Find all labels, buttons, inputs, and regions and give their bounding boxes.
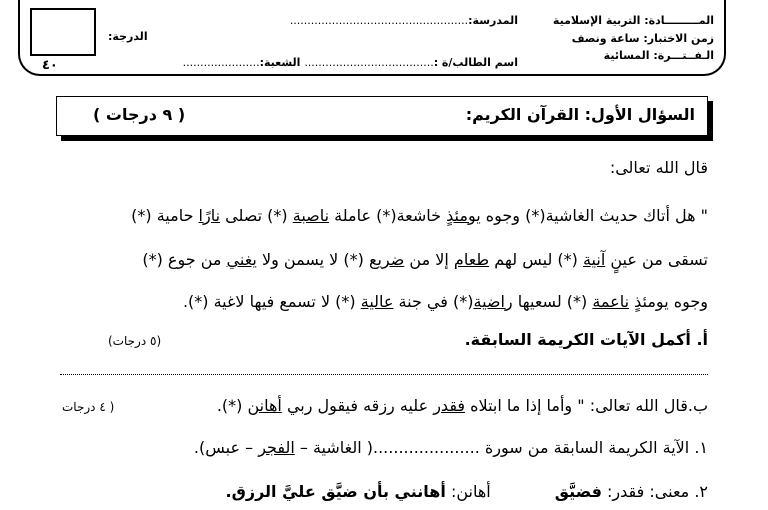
underlined-word: يغني bbox=[226, 250, 257, 269]
item-1 bbox=[194, 438, 708, 457]
answer-text: فضيَّق bbox=[554, 482, 602, 501]
item-text: ٢. معنى: فقدر: bbox=[601, 482, 708, 501]
part-b-line bbox=[217, 396, 708, 415]
exam-header bbox=[18, 0, 726, 76]
verse-text: (*) لا تسمع فيها لاغية (*). bbox=[182, 292, 361, 311]
item-text: أهانن: bbox=[445, 482, 491, 501]
student-label: اسم الطالب/ة : bbox=[433, 56, 518, 69]
verse-intro: قال الله تعالى: bbox=[609, 158, 708, 177]
dotted-separator bbox=[60, 374, 708, 375]
item-text: – عبس). bbox=[193, 438, 259, 457]
underlined-word: أهانن bbox=[247, 396, 282, 415]
underlined-word: طعام bbox=[453, 250, 490, 269]
question-title: السؤال الأول: القرآن الكريم: bbox=[465, 105, 695, 124]
underlined-word: فقدر bbox=[433, 396, 466, 415]
verse-text: (*). bbox=[216, 396, 248, 415]
underlined-word: نارًا bbox=[198, 206, 221, 225]
question-title-box bbox=[56, 96, 708, 136]
underlined-word: ضريع bbox=[368, 250, 405, 269]
verse-line-1 bbox=[131, 206, 708, 225]
section-label: الشعبة: bbox=[259, 56, 301, 69]
duration-label: زمن الاختبار: ساعة ونصف bbox=[571, 32, 714, 45]
period-label: الـفــتـــرة: المسائية bbox=[603, 49, 714, 62]
verse-text: (*) في جنة bbox=[393, 292, 474, 311]
verse-text: " هل أتاك حديث الغاشية(*) وجوه bbox=[480, 206, 708, 225]
school-label: المدرسة: bbox=[468, 14, 518, 27]
student-name-field bbox=[183, 56, 518, 69]
subject-label: المـــــــــادة: التربية الإسلامية bbox=[552, 14, 714, 27]
item-text: ١. الآية الكريمة السابقة من سورة .....................( الغاشية – bbox=[294, 438, 708, 457]
grade-label: الدرجة: bbox=[108, 30, 148, 43]
verse-text: (*) لا يسمن ولا bbox=[256, 250, 369, 269]
verse-text: عليه رزقه فيقول ربي bbox=[281, 396, 434, 415]
school-dots: ................................................... bbox=[289, 14, 469, 27]
answer-text: أهانني بأن ضيَّق عليَّ الرزق. bbox=[225, 482, 446, 501]
score-box bbox=[30, 8, 96, 56]
underlined-word: راضية bbox=[473, 292, 513, 311]
verse-text: ب.قال الله تعالى: " وأما إذا ما ابتلاه bbox=[465, 396, 708, 415]
verse-text: حامية (*) bbox=[131, 206, 199, 225]
verse-text: وجوه يومئذٍ bbox=[629, 292, 708, 311]
verse-line-2 bbox=[142, 250, 708, 269]
underlined-word: عالية bbox=[360, 292, 394, 311]
item-2 bbox=[226, 482, 709, 501]
question-marks: ( ٩ درجات ) bbox=[93, 105, 186, 124]
section-dots: ...................... bbox=[182, 56, 260, 69]
underlined-word: آنية bbox=[582, 250, 606, 269]
underlined-word: ناعمة bbox=[592, 292, 630, 311]
part-a-text: أ. أكمل الآيات الكريمة السابقة. bbox=[464, 330, 708, 349]
verse-text: من جوع (*) bbox=[142, 250, 227, 269]
student-dots: ..................................... bbox=[304, 56, 434, 69]
score-total: ٤٠ bbox=[42, 58, 58, 73]
school-field bbox=[290, 14, 518, 27]
underlined-word: يومئذٍ bbox=[446, 206, 481, 225]
verse-text: (*) تصلى bbox=[220, 206, 293, 225]
verse-text: خاشعة(*) عاملة bbox=[329, 206, 447, 225]
underlined-word: ناصبة bbox=[292, 206, 330, 225]
verse-text: (*) لسعيها bbox=[512, 292, 593, 311]
part-b-marks: ( ٤ درجات bbox=[62, 400, 115, 414]
verse-text: تسقى من عينٍ bbox=[605, 250, 708, 269]
verse-text: إلا من bbox=[404, 250, 454, 269]
part-a-marks: (٥ درجات) bbox=[108, 334, 162, 348]
underlined-word: الفجر bbox=[258, 438, 295, 457]
verse-line-3 bbox=[183, 292, 708, 311]
verse-text: (*) ليس لهم bbox=[489, 250, 583, 269]
